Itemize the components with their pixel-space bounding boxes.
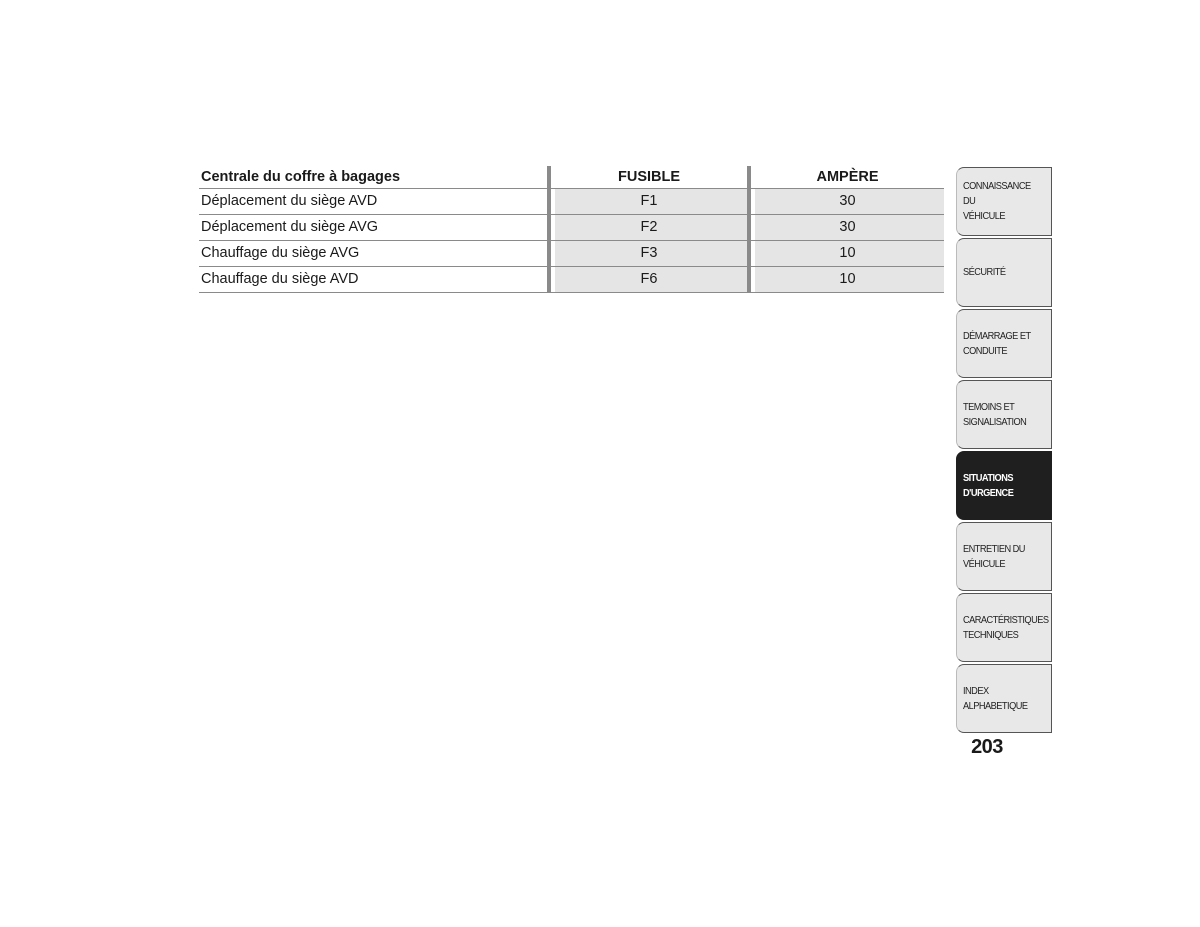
cell-fuse: F6 bbox=[549, 267, 749, 293]
tab-label: SITUATIONS D'URGENCE bbox=[963, 471, 1014, 499]
cell-ampere: 30 bbox=[749, 215, 944, 241]
tab-caracteristiques-techniques[interactable] bbox=[956, 593, 1052, 662]
tab-connaissance-du-vehicule[interactable] bbox=[956, 167, 1052, 236]
cell-function: Déplacement du siège AVG bbox=[199, 215, 549, 241]
tab-label: ENTRETIEN DU VÉHICULE bbox=[963, 542, 1025, 570]
column-header-ampere: AMPÈRE bbox=[749, 166, 944, 189]
tab-securite[interactable] bbox=[956, 238, 1052, 307]
tab-demarrage-et-conduite[interactable] bbox=[956, 309, 1052, 378]
cell-function: Chauffage du siège AVD bbox=[199, 267, 549, 293]
tab-entretien-du-vehicule[interactable] bbox=[956, 522, 1052, 591]
tab-label: TEMOINS ET SIGNALISATION bbox=[963, 400, 1027, 428]
cell-ampere: 10 bbox=[749, 267, 944, 293]
tab-label: CONNAISSANCE DU VÉHICULE bbox=[963, 180, 1031, 222]
page-number: 203 bbox=[971, 736, 1003, 758]
tab-label: DÉMARRAGE ET CONDUITE bbox=[963, 329, 1031, 357]
cell-fuse: F1 bbox=[549, 189, 749, 215]
section-tabs bbox=[956, 167, 1052, 735]
column-header-location: Centrale du coffre à bagages bbox=[199, 166, 549, 189]
cell-ampere: 10 bbox=[749, 241, 944, 267]
column-header-fuse: FUSIBLE bbox=[549, 166, 749, 189]
tab-situations-d-urgence[interactable] bbox=[956, 451, 1052, 520]
table-row bbox=[199, 215, 944, 241]
table-row bbox=[199, 189, 944, 215]
cell-ampere: 30 bbox=[749, 189, 944, 215]
cell-function: Chauffage du siège AVG bbox=[199, 241, 549, 267]
tab-label: SÉCURITÉ bbox=[963, 266, 1006, 278]
table-row bbox=[199, 267, 944, 293]
cell-function: Déplacement du siège AVD bbox=[199, 189, 549, 215]
tab-label: CARACTÉRISTIQUES TECHNIQUES bbox=[963, 613, 1049, 641]
cell-fuse: F2 bbox=[549, 215, 749, 241]
tab-temoins-et-signalisation[interactable] bbox=[956, 380, 1052, 449]
cell-fuse: F3 bbox=[549, 241, 749, 267]
fuse-table bbox=[199, 166, 944, 293]
table-header-row bbox=[199, 166, 944, 189]
tab-index-alphabetique[interactable] bbox=[956, 664, 1052, 733]
table-row bbox=[199, 241, 944, 267]
tab-label: INDEX ALPHABETIQUE bbox=[963, 684, 1028, 712]
